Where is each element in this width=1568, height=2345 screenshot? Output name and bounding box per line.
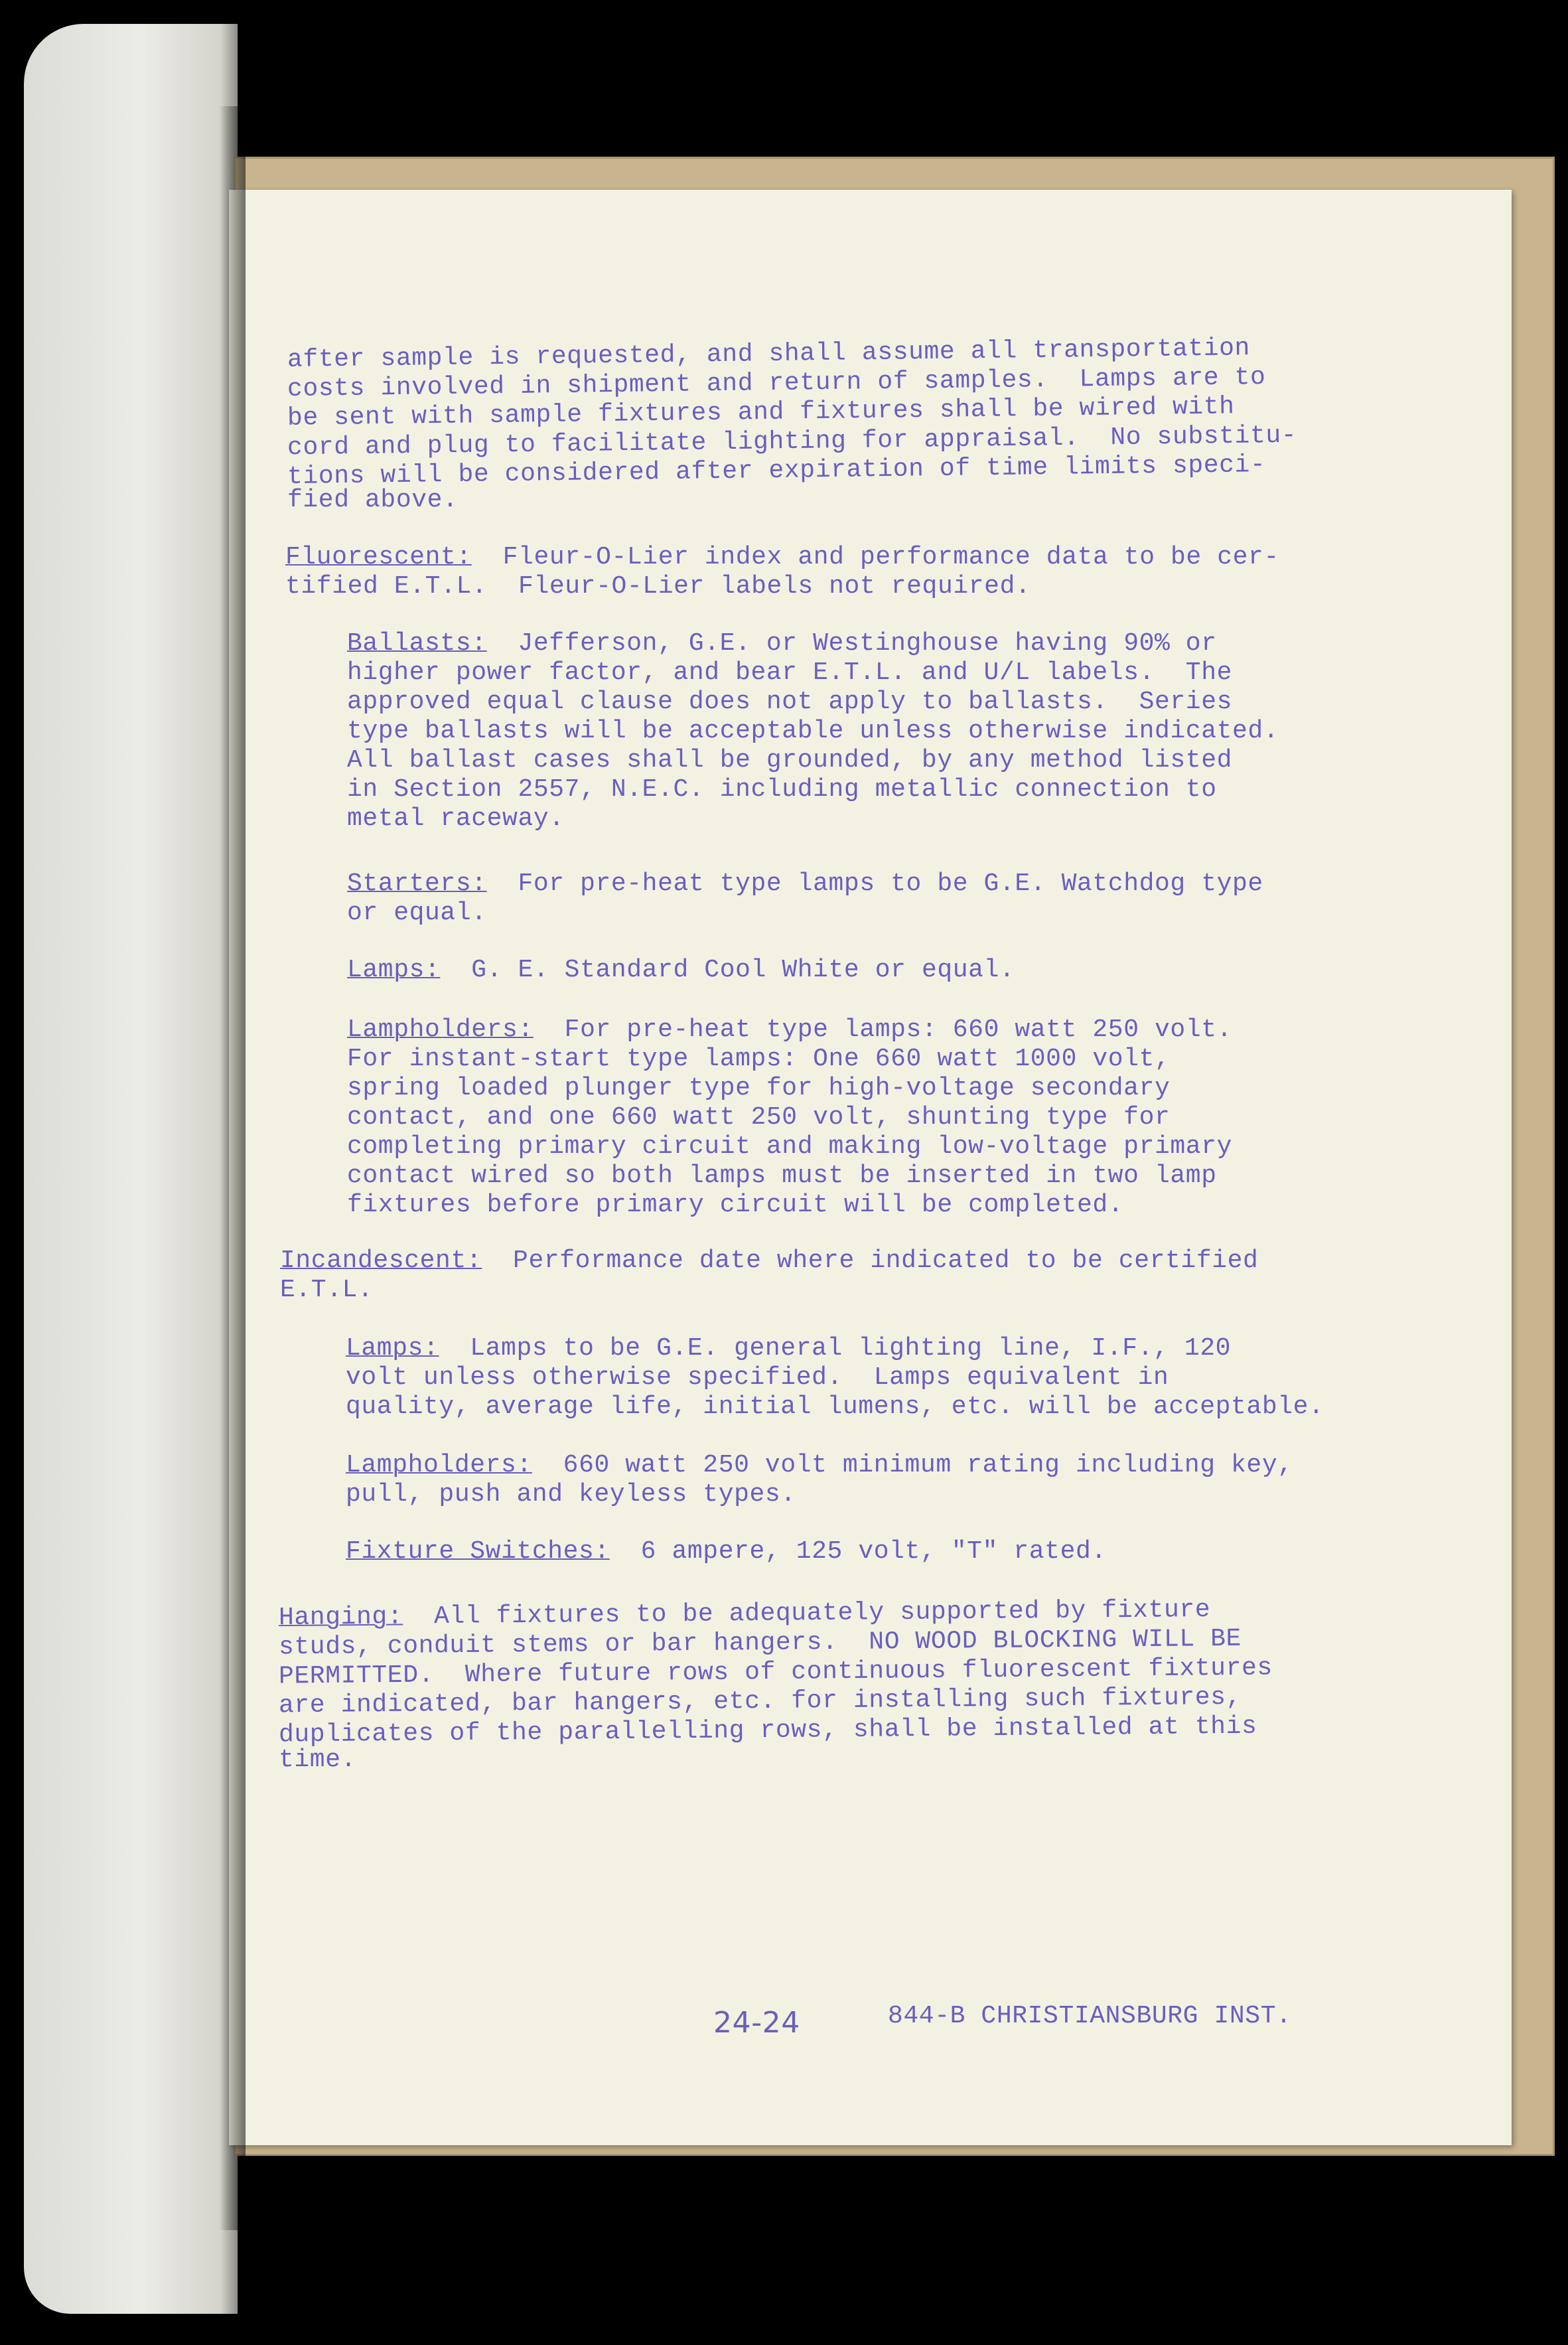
paragraph-line: in Section 2557, N.E.C. including metallic connection to	[347, 775, 1217, 804]
section-heading: Lamps:	[346, 1334, 439, 1363]
paragraph-line: quality, average life, initial lumens, etc. will be acceptable.	[346, 1393, 1324, 1421]
section-heading: Lamps:	[347, 956, 441, 984]
paragraph-line: cord and plug to facilitate lighting for appraisal. No substitu-	[287, 421, 1297, 463]
facing-page	[24, 24, 238, 2314]
paragraph-line: E.T.L.	[280, 1276, 374, 1304]
section-heading: Ballasts:	[347, 629, 487, 658]
paragraph-line: fied above.	[287, 486, 459, 514]
section-heading: Hanging:	[278, 1602, 403, 1633]
paragraph-line: contact wired so both lamps must be inserted in two lamp	[347, 1162, 1217, 1190]
lamps-section: Lamps: G. E. Standard Cool White or equal.	[347, 956, 1015, 984]
section-heading: Starters:	[347, 870, 487, 898]
hanging-section: Hanging: All fixtures to be adequately supported by fixture	[278, 1595, 1211, 1633]
paragraph-line: spring loaded plunger type for high-voltage secondary	[347, 1074, 1171, 1102]
section-heading: Incandescent:	[280, 1247, 482, 1275]
paragraph-line: tified E.T.L. Fleur-O-Lier labels not required.	[285, 572, 1031, 601]
section-heading: Lampholders:	[347, 1016, 534, 1044]
paragraph-line: duplicates of the parallelling rows, shall be installed at this	[278, 1712, 1257, 1750]
paragraph-line: approved equal clause does not apply to ballasts. Series	[347, 688, 1233, 716]
paragraph-line: metal raceway.	[347, 804, 565, 833]
paragraph-line: pull, push and keyless types.	[346, 1480, 796, 1509]
incandescent-lamps-section: Lamps: Lamps to be G.E. general lighting line, I.F., 120	[346, 1334, 1232, 1363]
paragraph-line: be sent with sample fixtures and fixtures shall be wired with	[287, 392, 1235, 433]
incandescent-section: Incandescent: Performance date where indicated to be certified	[280, 1247, 1259, 1275]
paragraph-line: contact, and one 660 watt 250 volt, shunting type for	[347, 1103, 1171, 1132]
paragraph-line: studs, conduit stems or bar hangers. NO WOOD BLOCKING WILL BE	[278, 1624, 1242, 1662]
paragraph-line: volt unless otherwise specified. Lamps equivalent in	[346, 1363, 1169, 1392]
paragraph-line: fixtures before primary circuit will be completed.	[347, 1191, 1124, 1219]
handwritten-page-number: 24-24	[713, 2006, 800, 2040]
paragraph-line: costs involved in shipment and return of samples. Lamps are to	[287, 362, 1266, 404]
paragraph-line: For instant-start type lamps: One 660 watt 1000 volt,	[347, 1045, 1171, 1073]
paragraph-line: time.	[279, 1746, 357, 1774]
paragraph-line: after sample is requested, and shall assume all transportation	[287, 334, 1251, 374]
lampholders-section: Lampholders: For pre-heat type lamps: 660 watt 250 volt.	[347, 1016, 1233, 1044]
project-footer: 844-B CHRISTIANSBURG INST.	[888, 2002, 1292, 2030]
paragraph-line: All ballast cases shall be grounded, by any method listed	[347, 746, 1233, 775]
paragraph-line: completing primary circuit and making low-voltage primary	[347, 1132, 1233, 1161]
section-heading: Fluorescent:	[285, 543, 472, 571]
incandescent-lampholders-section: Lampholders: 660 watt 250 volt minimum rating including key,	[346, 1451, 1293, 1479]
paragraph-line: type ballasts will be acceptable unless otherwise indicated.	[347, 717, 1279, 745]
section-heading: Lampholders:	[346, 1451, 532, 1479]
paragraph-line: higher power factor, and bear E.T.L. and U/L labels. The	[347, 658, 1233, 687]
paragraph-line: or equal.	[347, 899, 487, 927]
paragraph-line: PERMITTED. Where future rows of continuous fluorescent fixtures	[278, 1653, 1273, 1691]
starters-section: Starters: For pre-heat type lamps to be G.E. Watchdog type	[347, 870, 1263, 898]
fluorescent-section: Fluorescent: Fleur-O-Lier index and performance data to be cer-	[285, 543, 1279, 571]
fixture-switches-section: Fixture Switches: 6 ampere, 125 volt, "T" rated.	[346, 1537, 1107, 1566]
paragraph-line: tions will be considered after expiration of time limits speci-	[287, 450, 1266, 492]
section-heading: Fixture Switches:	[346, 1537, 610, 1566]
paragraph-line: are indicated, bar hangers, etc. for installing such fixtures,	[278, 1683, 1242, 1720]
ballasts-section: Ballasts: Jefferson, G.E. or Westinghouse having 90% or	[347, 629, 1217, 658]
book-gutter-shadow	[219, 106, 246, 2230]
